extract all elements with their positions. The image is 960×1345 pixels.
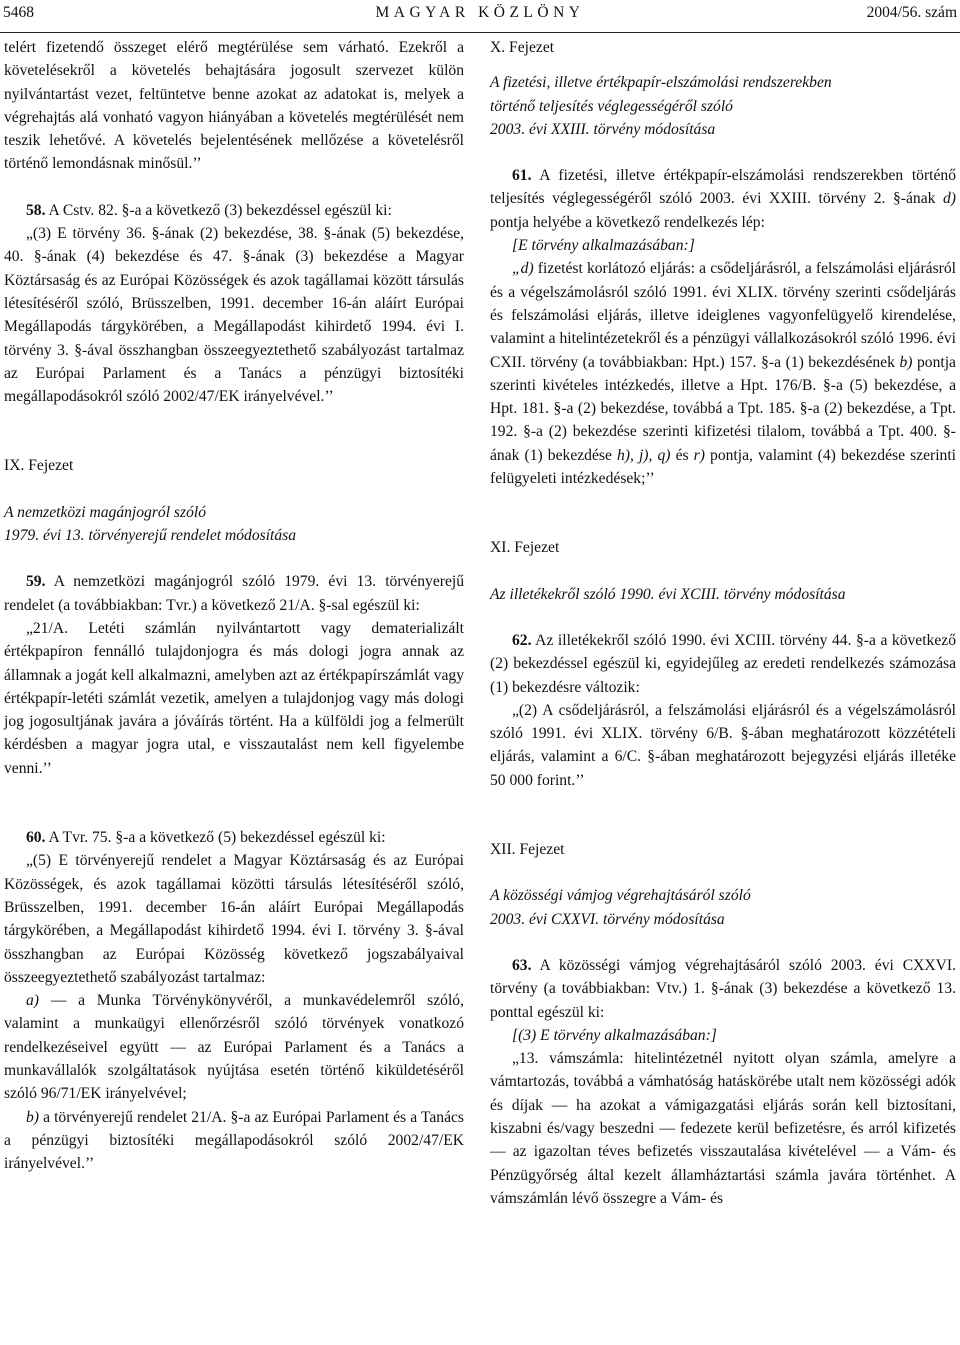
section-61 [490,164,956,234]
section-60-number: 60. [26,829,46,847]
section-62 [490,629,956,699]
section-63-text: A közösségi vámjog végrehajtásáról szóló 2003. évi CXXVI. törvény (a továbbiakban: Vtv.) 1. §-ának (3) bekezdése a következő 13. ponttal egészül ki: [490,956,956,1021]
chapter-10-title-line-2: történő teljesítés véglegességéről szóló [490,97,733,115]
chapter-12-title-line-2: 2003. évi CXXVI. törvény módosítása [490,910,725,928]
page-header [0,0,960,33]
chapter-10-heading: X. Fejezet [490,39,555,56]
section-61-quote [490,257,956,490]
section-61-number: 61. [512,167,532,185]
quote-text-4: pontja, valamint (4) bekezdése szerinti felügyeleti intézkedések;’’ [490,446,956,488]
chapter-11-heading: XI. Fejezet [490,539,560,557]
page-number: 5468 [3,4,34,21]
section-61-bracket: [E törvény alkalmazásában:] [512,237,695,255]
point-b-text: a törvényerejű rendelet 21/A. §-a az Európai Parlament és a Tanács a pénzügyi biztosítéki megállapodásokról szóló 2002/47/EK irányelvével.’’ [4,1108,464,1173]
section-60-point-a [4,989,464,1105]
section-61-text-1: A fizetési, illetve értékpapír-elszámolási rendszerekben történő teljesítés véglegességéről szóló 2003. évi XXIII. törvény 2. §-ának [490,167,956,208]
section-59-number: 59. [26,573,46,591]
quote-points-hjq: h), j), q) [616,446,671,464]
section-60 [4,826,464,849]
chapter-9-heading: IX. Fejezet [4,457,74,475]
chapter-12-title-line-1: A közösségi vámjog végrehajtásáról szóló [490,887,751,905]
quote-text-3: és [670,446,694,464]
section-63 [490,954,956,1024]
chapter-12-heading: XII. Fejezet [490,841,565,859]
section-58-text: A Cstv. 82. §-a a következő (3) bekezdéssel egészül ki: [45,201,392,219]
section-58-number: 58. [26,201,46,219]
chapter-10-title-line-1: A fizetési, illetve értékpapír-elszámolási rendszerekben [490,74,832,92]
section-62-number: 62. [512,631,532,649]
section-59-quote: „21/A. Letéti számlán nyilvántartott vagy dematerializált értékpapíron fennálló tulajdonjogra és más dologi jogra annak az államnak a jogát kell alkalmazni, amelyben azt az értékpapírszámlát vagy értékpapír-letéti számlát vezetik, amelyen a tulajdonjog vagy más dologi jog jogosultjának javára a jóváírás történt. Ha a külföldi jog a felmerült kérdésben a magyar jogra utal, e visszautalást nem kell figyelembe venni.’’ [4,619,464,777]
chapter-9-title-line-1: A nemzetközi magánjogról szóló [4,503,206,521]
section-63-bracket: [(3) E törvény alkalmazásában:] [512,1026,717,1044]
chapter-9-title-line-2: 1979. évi 13. törvényerejű rendelet módosítása [4,527,297,545]
issue-number: 2004/56. szám [866,4,957,21]
quote-point-b: b) [899,353,913,371]
point-a-label: a) [26,992,39,1010]
section-58 [4,199,464,222]
point-a-text: — a Munka Törvénykönyvéről, a munkavédelemről szóló, valamint a munkaügyi ellenőrzésről szóló törvények vonatkozó rendelkezéseivel együtt — az Európai Parlament és a Tanács a munkavállalók szolgáltatások nyújtása esetén történő kiküldetéséről szóló 96/71/EK irányelvével; [4,992,464,1103]
right-column [490,36,956,1210]
section-60-quote: „(5) E törvényerejű rendelet a Magyar Köztársaság és az Európai Közösségek, és azok tagállamai közötti társulás létesítéséről szóló, Brüsszelben, 1991. december 16-án aláírt Európai Megállapodás tárgykörében, a Megállapodást kihirdető 1994. évi I. törvény 3. §-ával összhangban az Európai Közösség következő jogszabályaival összeegyeztethető szabályozást tartalmaz: [4,852,464,986]
section-59-text: A nemzetközi magánjogról szóló 1979. évi 13. törvényerejű rendelet (a továbbiakban: Tvr.) a következő 21/A. §-sal egészül ki: [4,573,464,614]
quote-text-2: pontja szerinti kivételes intézkedés, illetve a Hpt. 176/B. §-a (5) bekezdése, a Hpt. 181. §-a (2) bekezdése, továbbá a Tpt. 185. §-a (2) bekezdése, a Tpt. 192. §-a (2) bekezdése szerinti kifizetési tilalom, továbbá a Tpt. 400. §-ának (1) bekezdése [490,353,956,464]
quote-text-1: fizetést korlátozó eljárás: a csődeljárásról, a felszámolási eljárásról és a végelszámolásról szóló 1991. évi XLIX. törvény szerinti csődeljárás és felszámolási eljárás, illetve ideiglenes vagyonfelügyelő kirendelése, valamint a hitelintézetekről és a pénzügyi vállalkozásokról szóló 1996. évi CXII. törvény (a továbbiakban: Hpt.) 157. §-a (1) bekezdésének [490,260,956,371]
quote-point-r: r) [693,446,705,464]
section-60-text: A Tvr. 75. §-a a következő (5) bekezdéssel egészül ki: [45,829,386,847]
point-b-label: b) [26,1108,39,1126]
chapter-11-title: Az illetékekről szóló 1990. évi XCIII. törvény módosítása [490,585,846,603]
quote-point-d: „d) [512,260,534,278]
section-59 [4,570,464,617]
section-61-text-2: pontja helyébe a következő rendelkezés lép: [490,213,765,231]
left-column [4,36,464,1175]
section-61-point-d: d) [943,190,956,208]
intro-paragraph: telért fizetendő összeget elérő megtérülése sem várható. Ezekről a követelésekről a követelés behajtására jogosult szervezet külön nyilvántartást vezet, feltüntetve benne azokat az adatokat is, melyek a végrehajtás alá vonható vagyon hiányában a követelés megtérülését nem teszik lehetővé. A követelés bejelentésének mellőzése a követelésről történő lemondásnak minősül.’’ [4,39,464,173]
chapter-10-title-line-3: 2003. évi XXIII. törvény módosítása [490,120,716,138]
section-62-quote: „(2) A csődeljárásról, a felszámolási eljárásról és a végelszámolásról szóló 1991. évi XLIX. törvény 6/B. §-ában meghatározott közzétételi eljárás, valamint a 6/C. §-ában meghatározott bejegyzési eljárás illetéke 50 000 forint.’’ [490,701,956,789]
section-63-quote: „13. vámszámla: hitelintézetnél nyitott olyan számla, amelyre a vámtartozás, továbbá a vámhatóság hatáskörébe utalt nem közösségi adók és díjak — ha azokat a vámigazgatási eljárás során kell biztosítani, kiszabni és/vagy beszedni — fedezete kerül befizetésre, és arról kifizetés — az igazoltan téves befizetés visszautalása kivételével — a Vám- és Pénzügyőrség által kezelt államháztartási számla javára történhet. A vámszámlán lévő összegre a Vám- és [490,1050,956,1207]
section-60-point-b [4,1106,464,1176]
section-62-text: Az illetékekről szóló 1990. évi XCIII. törvény 44. §-a a következő (2) bekezdéssel egészül ki, egyidejűleg az eredeti rendelkezés számozása (1) bekezdésre változik: [490,631,956,696]
section-63-number: 63. [512,956,532,974]
section-58-quote: „(3) E törvény 36. §-ának (2) bekezdése, 38. §-ának (5) bekezdése, 40. §-ának (4) bekezdése és 47. §-ának (3) bekezdése a Magyar Köztársaság és az Európai Közösségek és azok tagállamai között társulás létesítéséről szóló, Brüsszelben, 1991. december 16-án aláírt Európai Megállapodás tárgykörében, a Megállapodást kihirdető 1994. évi I. törvény 3. §-ával összhangban összeegyeztethető szabályozást tartalmaz az Európai Parlament és a Tanács a pénzügyi biztosítéki megállapodásokról szóló 2002/47/EK irányelvével.’’ [4,225,464,406]
journal-title: MAGYAR KÖZLÖNY [375,4,585,21]
